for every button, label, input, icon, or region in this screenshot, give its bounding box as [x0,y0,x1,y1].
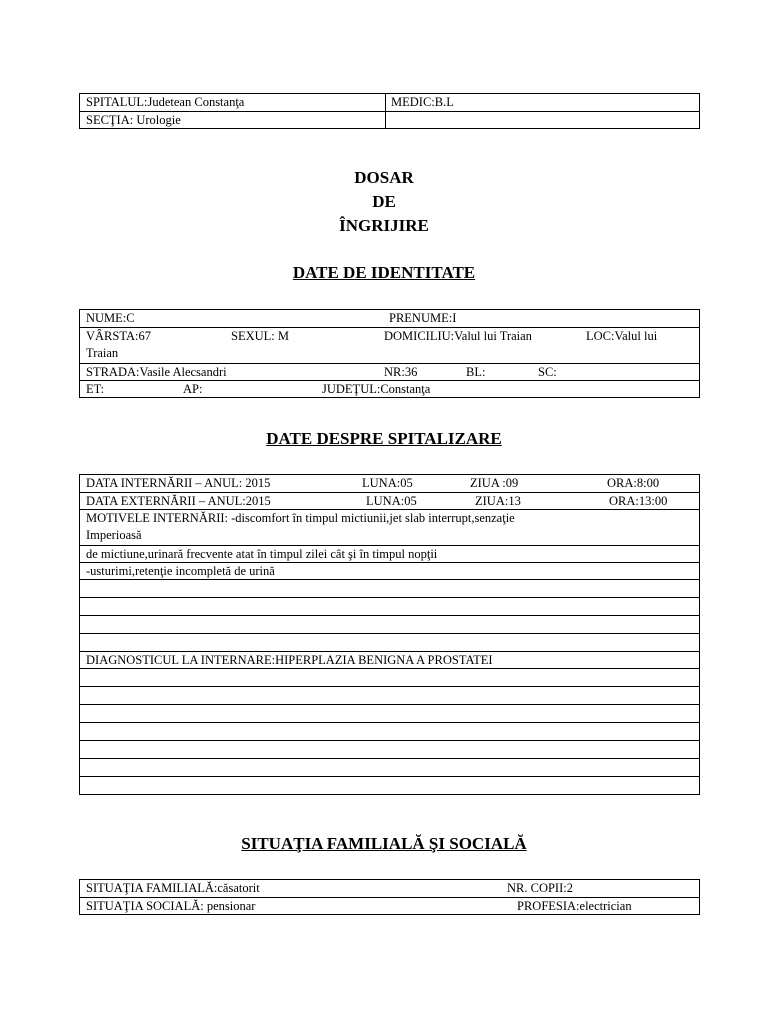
hospital-row-1 [80,94,699,111]
motive-line-3: de mictiune,urinară frecvente atat în timpul zilei cât şi în timpul nopţii [86,547,438,561]
et-field: ET: [86,382,105,396]
identity-row-name [80,310,699,327]
prenume-field: PRENUME:I [389,311,457,325]
motive-line-4: -usturimi,retenţie incompletă de urină [86,564,275,578]
blank-row [80,758,699,776]
varsta-field: VÂRSTA:67 [86,329,151,343]
motive-row-3 [80,562,699,579]
identity-row-et [80,380,699,397]
blank-row [80,686,699,704]
diagnostic-row [80,651,699,668]
externare-row [80,492,699,509]
internare-ziua: ZIUA :09 [470,476,519,490]
profesia-field: PROFESIA:electrician [517,899,632,913]
familiala-field: SITUAŢIA FAMILIALĂ:căsatorit [86,881,260,895]
title-ingrijire: ÎNGRIJIRE [339,216,429,235]
familiala-row [80,880,699,897]
loc-continuation: Traian [86,346,119,360]
diagnostic-field: DIAGNOSTICUL LA INTERNARE:HIPERPLAZIA BENIGNA A PROSTATEI [86,653,493,667]
ap-field: AP: [183,382,203,396]
identity-row-street [80,363,699,380]
cell-divider [385,112,386,128]
motive-line-1: MOTIVELE INTERNĂRII: -discomfort în timpul mictiunii,jet slab interrupt,senzaţie [86,511,515,525]
hospitalization-table [79,474,700,795]
domiciliu-field: DOMICILIU:Valul lui Traian [384,329,532,343]
identity-row-age [80,327,699,363]
judetul-field: JUDEŢUL:Constanţa [322,382,431,396]
social-table [79,879,700,915]
blank-row [80,704,699,722]
identity-heading: DATE DE IDENTITATE [292,263,476,282]
identity-table [79,309,700,398]
blank-row [80,579,699,597]
hospital-row-2 [80,111,699,128]
externare-luna: LUNA:05 [366,494,417,508]
social-heading: SITUAŢIA FAMILIALĂ ŞI SOCIALĂ [241,834,527,853]
internare-luna: LUNA:05 [362,476,413,490]
sociala-row [80,897,699,914]
internare-anul: DATA INTERNĂRII – ANUL: 2015 [86,476,271,490]
sociala-field: SITUAŢIA SOCIALĂ: pensionar [86,899,256,913]
externare-ora: ORA:13:00 [609,494,668,508]
hospital-table [79,93,700,129]
nr-copii-field: NR. COPII:2 [507,881,573,895]
sexul-field: SEXUL: M [231,329,289,343]
blank-row [80,615,699,633]
blank-row [80,668,699,686]
medic-field: MEDIC:B.L [391,95,454,109]
title-dosar: DOSAR [354,168,414,187]
motive-row-2 [80,545,699,562]
blank-row [80,633,699,651]
strada-field: STRADA:Vasile Alecsandri [86,365,227,379]
hospitalization-heading: DATE DESPRE SPITALIZARE [266,429,502,448]
internare-row [80,475,699,492]
motive-row [80,509,699,545]
loc-field: LOC:Valul lui [586,329,658,343]
blank-row [80,740,699,758]
blank-row [80,597,699,615]
spital-field: SPITALUL:Judetean Constanţa [86,95,245,109]
motive-line-2: Imperioasă [86,528,142,542]
title-de: DE [372,192,396,211]
sectia-field: SECŢIA: Urologie [86,113,181,127]
blank-row [80,776,699,794]
externare-ziua: ZIUA:13 [475,494,521,508]
nume-field: NUME:C [86,311,135,325]
externare-anul: DATA EXTERNĂRII – ANUL:2015 [86,494,271,508]
sc-field: SC: [538,365,557,379]
nr-field: NR:36 [384,365,418,379]
blank-row [80,722,699,740]
cell-divider [385,94,386,111]
bl-field: BL: [466,365,486,379]
internare-ora: ORA:8:00 [607,476,660,490]
